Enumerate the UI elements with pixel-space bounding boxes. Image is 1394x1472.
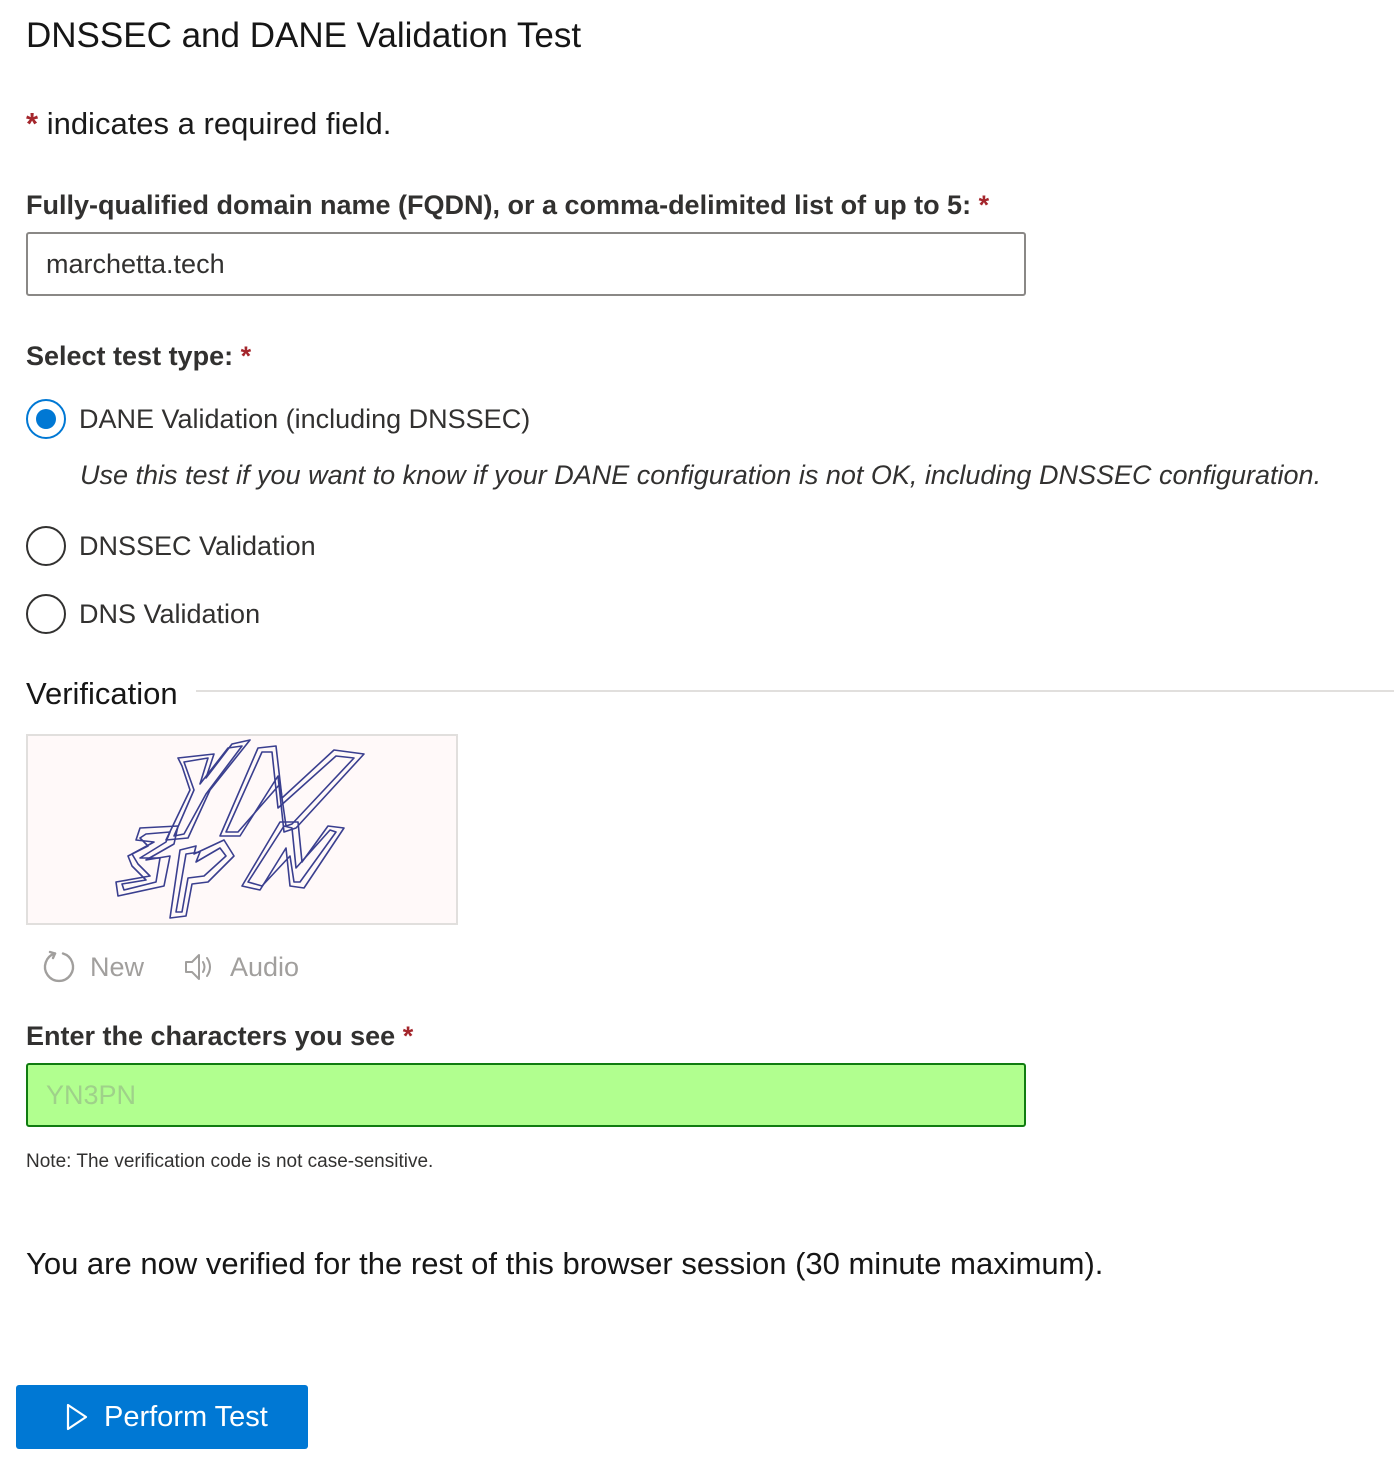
case-sensitivity-note: Note: The verification code is not case-sensitive. bbox=[26, 1151, 434, 1172]
radio-option-dnssec[interactable] bbox=[26, 526, 316, 566]
section-divider bbox=[196, 690, 1394, 692]
radio-label-dane: DANE Validation (including DNSSEC) bbox=[79, 403, 531, 434]
fqdn-label-text: Fully-qualified domain name (FQDN), or a comma-delimited list of up to 5: bbox=[26, 190, 972, 220]
radio-option-dns[interactable] bbox=[26, 594, 260, 634]
required-asterisk: * bbox=[26, 106, 39, 141]
dane-option-description: Use this test if you want to know if your DANE configuration is not OK, including DNSSEC configuration. bbox=[80, 460, 1322, 490]
perform-test-label: Perform Test bbox=[104, 1400, 268, 1433]
audio-captcha-button[interactable] bbox=[182, 947, 299, 987]
required-asterisk: * bbox=[402, 1021, 414, 1051]
fqdn-label bbox=[26, 188, 989, 222]
radio-label-dns: DNS Validation bbox=[79, 598, 261, 629]
test-type-label-text: Select test type: bbox=[26, 341, 234, 371]
perform-test-button[interactable] bbox=[16, 1385, 308, 1449]
radio-button-dnssec[interactable] bbox=[26, 526, 66, 566]
radio-label-dnssec: DNSSEC Validation bbox=[79, 530, 316, 561]
captcha-distorted-text bbox=[28, 736, 456, 923]
new-captcha-label: New bbox=[90, 951, 145, 982]
captcha-image bbox=[26, 734, 458, 925]
new-captcha-button[interactable] bbox=[42, 947, 144, 987]
refresh-icon bbox=[42, 950, 76, 984]
required-asterisk: * bbox=[240, 341, 252, 371]
fqdn-input[interactable] bbox=[26, 232, 1026, 296]
required-asterisk: * bbox=[978, 190, 990, 220]
radio-button-dns[interactable] bbox=[26, 594, 66, 634]
captcha-input-label-text: Enter the characters you see bbox=[26, 1021, 396, 1051]
audio-captcha-label: Audio bbox=[230, 951, 300, 982]
required-field-note bbox=[26, 104, 391, 144]
required-note-text: indicates a required field. bbox=[38, 106, 392, 141]
page-title: DNSSEC and DANE Validation Test bbox=[26, 16, 582, 55]
verified-message: You are now verified for the rest of this browser session (30 minute maximum). bbox=[26, 1246, 1104, 1281]
captcha-input-label bbox=[26, 1019, 413, 1053]
play-outline-icon bbox=[62, 1402, 92, 1432]
captcha-input[interactable] bbox=[26, 1063, 1026, 1127]
test-type-label bbox=[26, 339, 251, 373]
radio-button-dane[interactable] bbox=[26, 399, 66, 439]
radio-option-dane[interactable] bbox=[26, 399, 530, 439]
speaker-icon bbox=[182, 950, 216, 984]
verification-title: Verification bbox=[26, 676, 178, 711]
